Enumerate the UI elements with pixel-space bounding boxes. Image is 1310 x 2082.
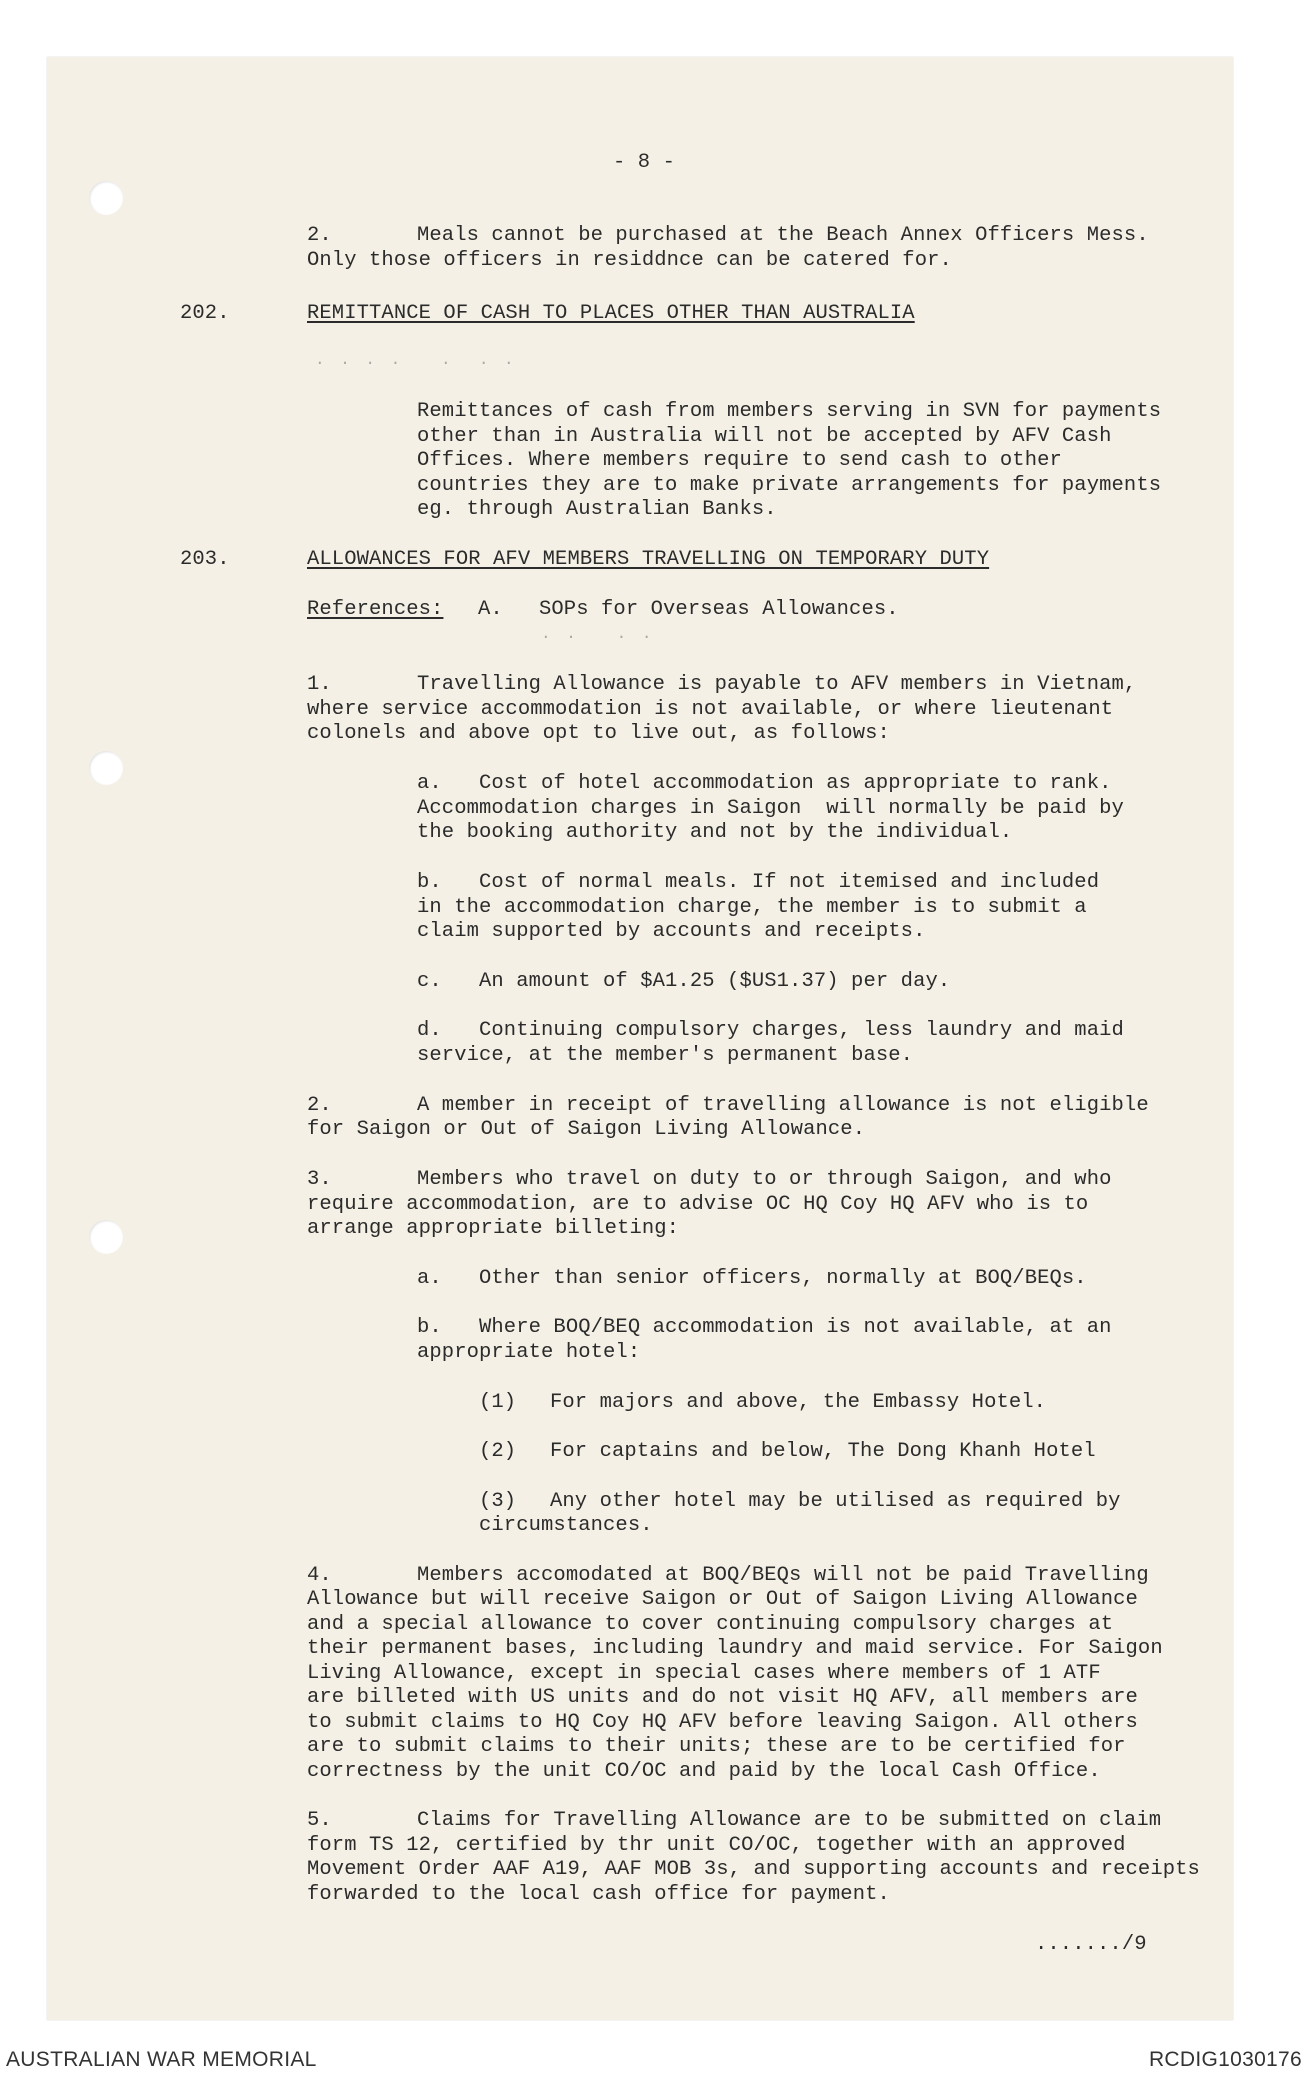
text-line: forwarded to the local cash office for payment. <box>307 1883 890 1906</box>
text-line: Any other hotel may be utilised as required by <box>550 1490 1121 1513</box>
faint-mark: . . . . <box>541 625 655 643</box>
paragraph-number: 3. <box>307 1168 332 1191</box>
text-line: Where BOQ/BEQ accommodation is not available, at an <box>479 1316 1112 1339</box>
sub-item-label: a. <box>417 772 442 795</box>
paragraph-number: 2. <box>307 224 332 247</box>
text-line: the booking authority and not by the individual. <box>417 821 1013 844</box>
text-line: arrange appropriate billeting: <box>307 1217 680 1240</box>
text-line: Cost of normal meals. If not itemised and included <box>479 871 1100 894</box>
section-heading: REMITTANCE OF CASH TO PLACES OTHER THAN AUSTRALIA <box>307 302 915 325</box>
text-line: appropriate hotel: <box>417 1341 641 1364</box>
text-line: eg. through Australian Banks. <box>417 498 777 521</box>
paragraph-number: 4. <box>307 1564 332 1587</box>
text-line: Travelling Allowance is payable to AFV members in Vietnam, <box>417 673 1137 696</box>
archive-footer-right: RCDIG1030176 <box>1148 2048 1302 2071</box>
text-line: their permanent bases, including laundry and maid service. For Saigon <box>307 1637 1163 1660</box>
text-line: Allowance but will receive Saigon or Out of Saigon Living Allowance <box>307 1588 1138 1611</box>
paragraph-number: 5. <box>307 1809 332 1832</box>
text-line: other than in Australia will not be accepted by AFV Cash <box>417 425 1112 448</box>
text-line: Members who travel on duty to or through Saigon, and who <box>417 1168 1112 1191</box>
text-line: and a special allowance to cover continuing compulsory charges at <box>307 1613 1114 1636</box>
archive-footer-left: AUSTRALIAN WAR MEMORIAL <box>6 2048 317 2071</box>
text-line: countries they are to make private arrangements for payments <box>417 474 1162 497</box>
continuation-marker: ......./9 <box>1035 1933 1147 1956</box>
text-line: for Saigon or Out of Saigon Living Allowance. <box>307 1118 866 1141</box>
reference-text: SOPs for Overseas Allowances. <box>539 598 899 621</box>
text-line: correctness by the unit CO/OC and paid by the local Cash Office. <box>307 1760 1101 1783</box>
sub-item-label: b. <box>417 1316 442 1339</box>
text-line: Living Allowance, except in special cases where members of 1 ATF <box>307 1662 1101 1685</box>
text-line: Cost of hotel accommodation as appropriate to rank. <box>479 772 1112 795</box>
faint-mark: . . . . . . . <box>315 351 517 369</box>
punch-hole <box>89 181 123 215</box>
text-line: form TS 12, certified by thr unit CO/OC, together with an approved <box>307 1834 1126 1857</box>
text-line: Remittances of cash from members serving in SVN for payments <box>417 400 1162 423</box>
text-line: Continuing compulsory charges, less laundry and maid <box>479 1019 1124 1042</box>
section-heading: ALLOWANCES FOR AFV MEMBERS TRAVELLING ON TEMPORARY DUTY <box>307 548 990 571</box>
paragraph-number: 1. <box>307 673 332 696</box>
text-line: to submit claims to HQ Coy HQ AFV before leaving Saigon. All others <box>307 1711 1138 1734</box>
text-line: An amount of $A1.25 ($US1.37) per day. <box>479 970 951 993</box>
sub-item-label: (1) <box>479 1391 517 1414</box>
sub-item-label: (2) <box>479 1440 517 1463</box>
text-line: circumstances. <box>479 1514 653 1537</box>
sub-item-label: a. <box>417 1267 442 1290</box>
text-line: A member in receipt of travelling allowance is not eligible <box>417 1094 1149 1117</box>
sub-item-label: (3) <box>479 1490 517 1513</box>
sub-item-label: b. <box>417 871 442 894</box>
text-line: Other than senior officers, normally at BOQ/BEQs. <box>479 1267 1087 1290</box>
references-label: References: <box>307 598 444 621</box>
text-line: Meals cannot be purchased at the Beach Annex Officers Mess. <box>417 224 1149 247</box>
page-number: - 8 - <box>613 151 676 174</box>
paragraph-number: 2. <box>307 1094 332 1117</box>
punch-hole <box>89 1220 123 1254</box>
text-line: where service accommodation is not available, or where lieutenant <box>307 698 1114 721</box>
text-line: Members accomodated at BOQ/BEQs will not be paid Travelling <box>417 1564 1149 1587</box>
reference-letter: A. <box>478 598 503 621</box>
section-number: 203. <box>180 548 230 571</box>
text-line: Accommodation charges in Saigon will normally be paid by <box>417 797 1124 820</box>
text-line: in the accommodation charge, the member is to submit a <box>417 896 1087 919</box>
text-line: For majors and above, the Embassy Hotel. <box>550 1391 1047 1414</box>
text-line: Claims for Travelling Allowance are to be submitted on claim <box>417 1809 1162 1832</box>
sub-item-label: d. <box>417 1019 442 1042</box>
punch-hole <box>89 751 123 785</box>
text-line: Offices. Where members require to send cash to other <box>417 449 1062 472</box>
text-line: colonels and above opt to live out, as follows: <box>307 722 890 745</box>
text-line: are to submit claims to their units; these are to be certified for <box>307 1735 1126 1758</box>
text-line: require accommodation, are to advise OC HQ Coy HQ AFV who is to <box>307 1193 1089 1216</box>
document-page <box>47 57 1233 2020</box>
text-line: For captains and below, The Dong Khanh Hotel <box>550 1440 1096 1463</box>
text-line: are billeted with US units and do not visit HQ AFV, all members are <box>307 1686 1138 1709</box>
text-line: service, at the member's permanent base. <box>417 1044 914 1067</box>
section-number: 202. <box>180 302 230 325</box>
text-line: Only those officers in residdnce can be catered for. <box>307 249 952 272</box>
sub-item-label: c. <box>417 970 442 993</box>
text-line: claim supported by accounts and receipts. <box>417 920 926 943</box>
text-line: Movement Order AAF A19, AAF MOB 3s, and supporting accounts and receipts <box>307 1858 1200 1881</box>
